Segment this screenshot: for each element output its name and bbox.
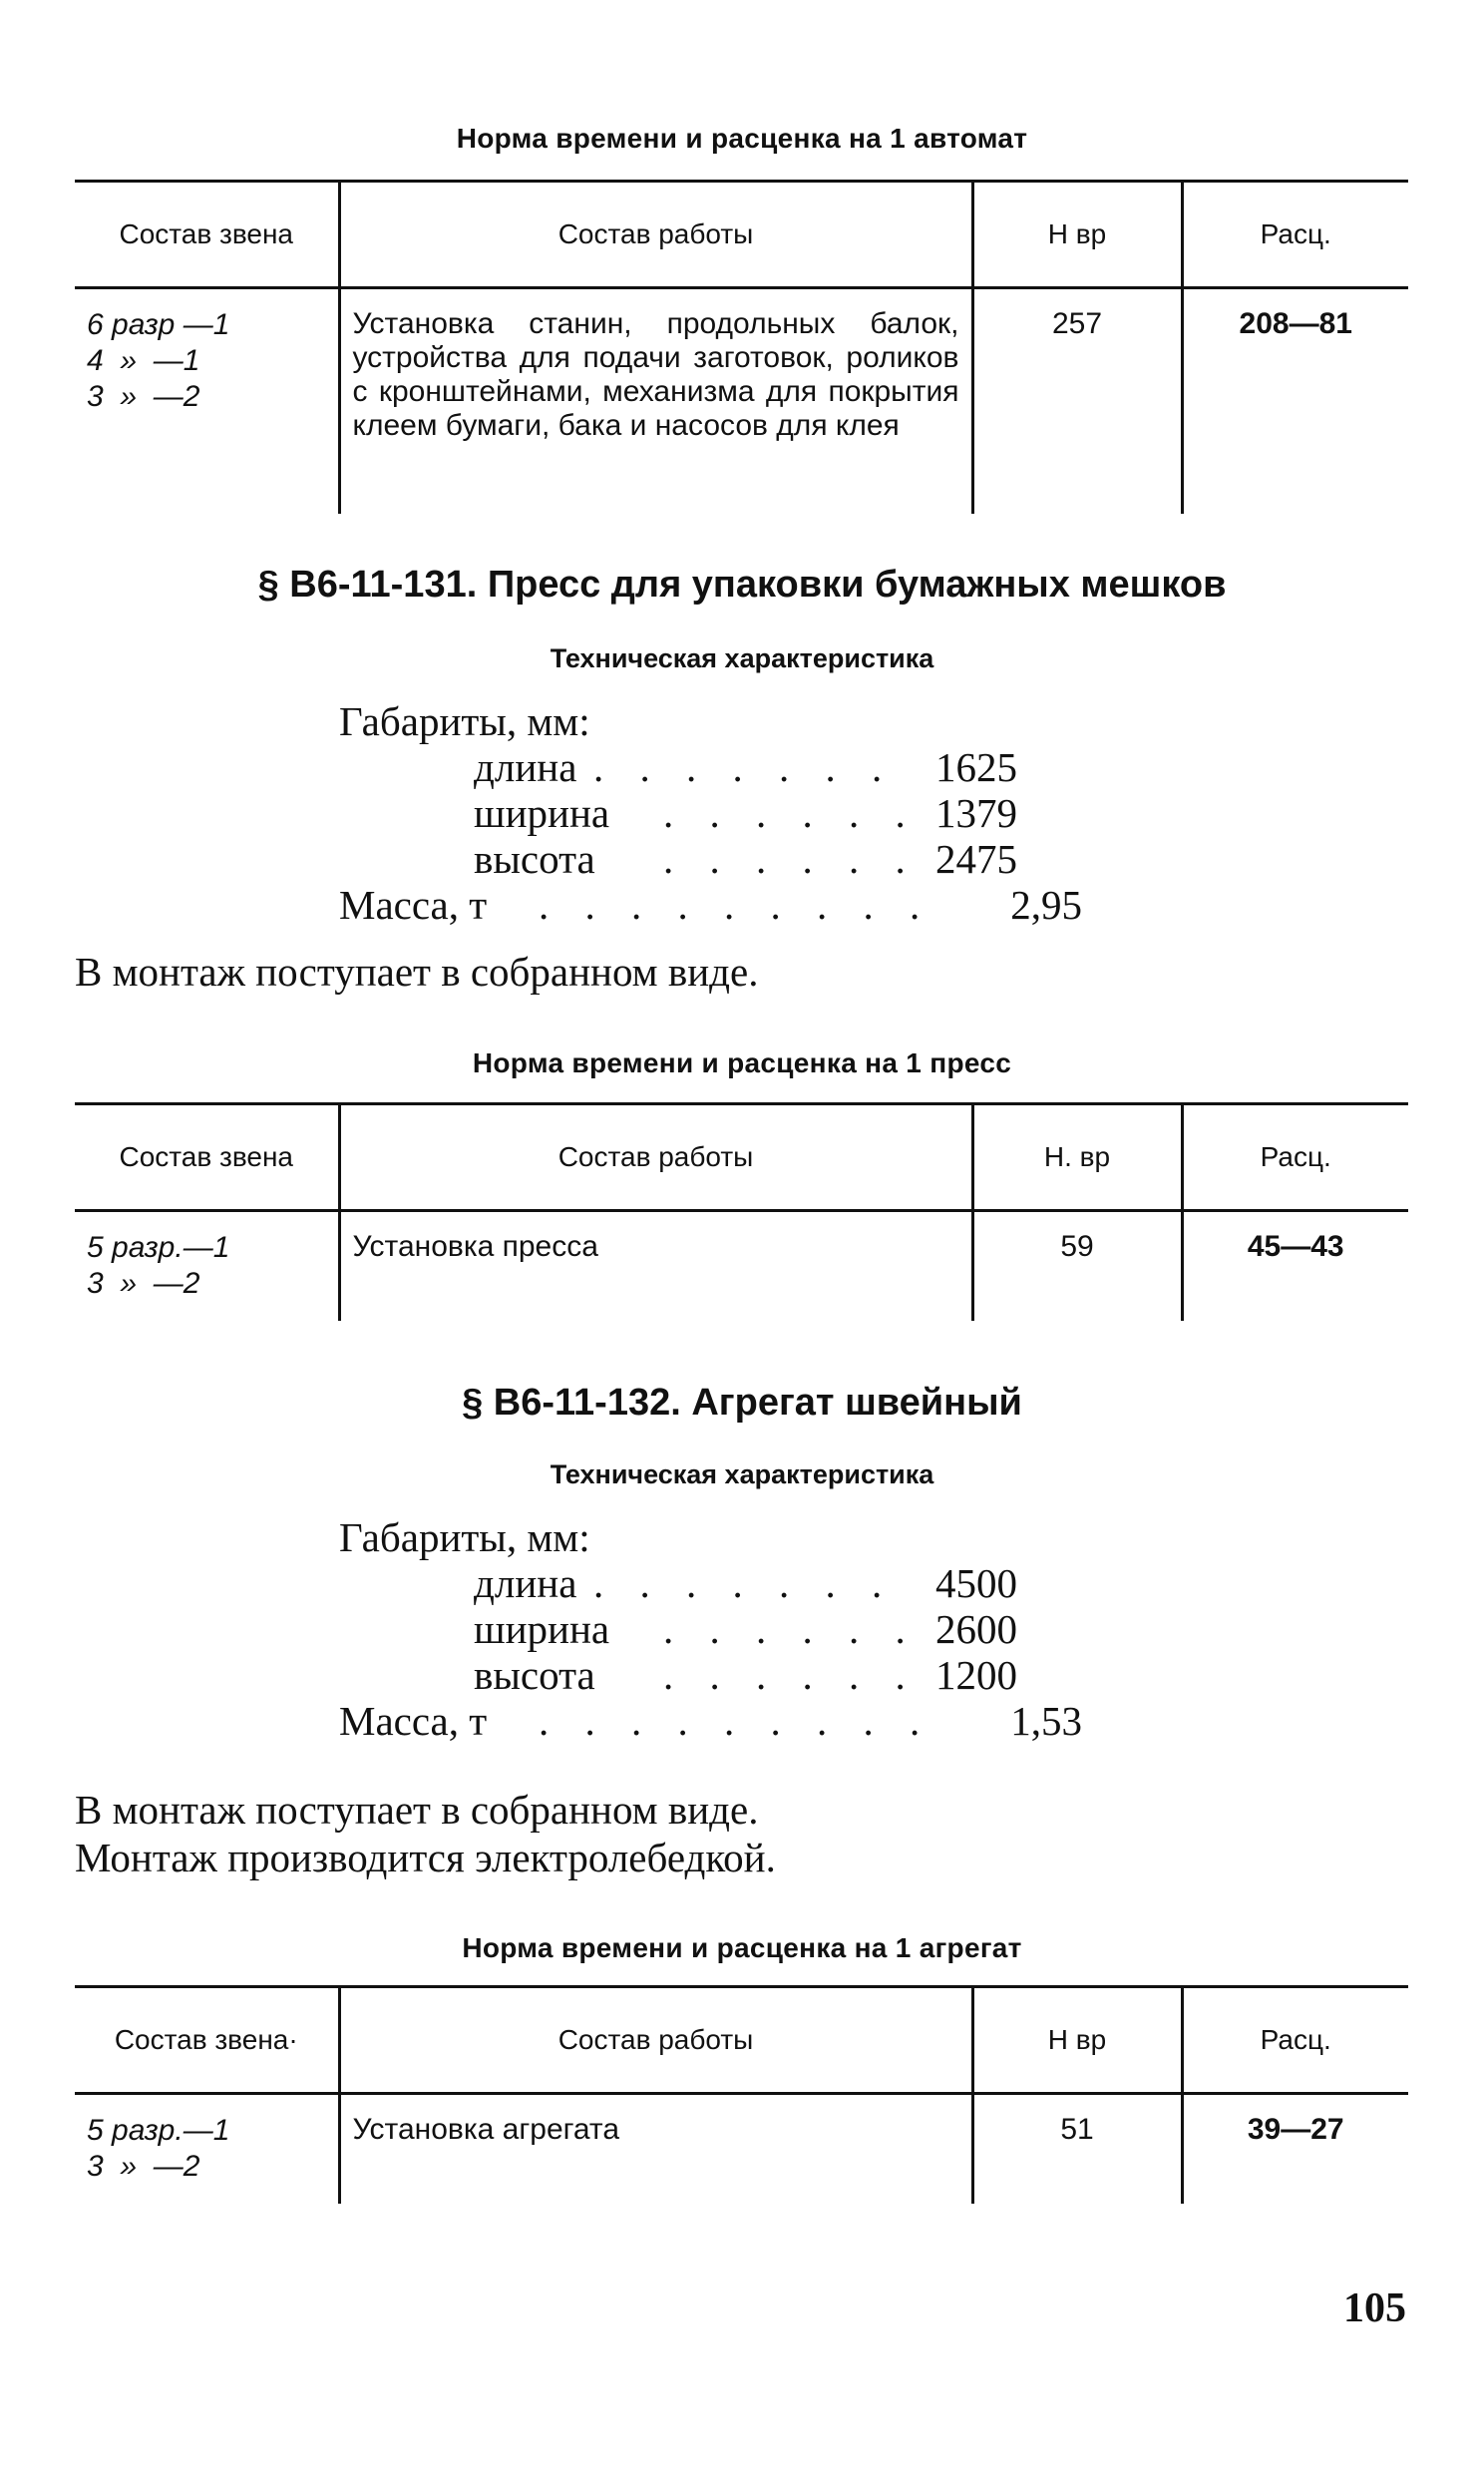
hvr-cell: 51 — [972, 2094, 1182, 2204]
header-rate: Расц. — [1182, 1104, 1408, 1211]
table1-caption: Норма времени и расценка на 1 автомат — [456, 123, 1028, 154]
spec-leader: . . . . . . — [663, 790, 919, 836]
table-header-row — [75, 1104, 1408, 1211]
section-132-subheading: Техническая характеристика — [550, 1459, 934, 1489]
header-rate: Расц. — [1182, 1987, 1408, 2094]
section-131-note: В монтаж поступает в собранном виде. — [75, 949, 759, 995]
table-row — [75, 1211, 1408, 1321]
work-cell: Установка станин, продольных балок, устройства для подачи заготовок, роликов с кронштейнами, механизма для покрытия клеем бумаги, бака и насосов для клея — [339, 288, 972, 514]
header-hvr: Н вр — [972, 1987, 1182, 2094]
crew-cell: 6 разр —1 4 » —1 3 » —2 — [87, 308, 230, 413]
spec-row-width — [474, 790, 1017, 836]
norm-table-aggregate — [75, 1985, 1408, 2204]
section-132-note-1: В монтаж поступает в собранном виде. — [75, 1787, 759, 1833]
table-header-row — [75, 1987, 1408, 2094]
spec-row-mass — [339, 882, 1082, 928]
section-131-title: § В6-11-131. Пресс для упаковки бумажных мешков — [257, 564, 1227, 606]
section-132-title: § В6-11-132. Агрегат швейный — [462, 1382, 1022, 1424]
header-work: Состав работы — [339, 1104, 972, 1211]
hvr-cell: 59 — [972, 1211, 1182, 1321]
spec-label: ширина — [474, 1606, 610, 1652]
spec-value: 2600 — [935, 1606, 1017, 1652]
spec-leader: . . . . . . . . . — [539, 882, 933, 928]
table-row — [75, 2094, 1408, 2204]
spec-leader: . . . . . . — [663, 836, 919, 882]
crew-cell: 5 разр.—1 3 » —2 — [87, 1231, 230, 1300]
spec-value: 1200 — [935, 1652, 1017, 1698]
spec-value: 4500 — [935, 1560, 1017, 1606]
hvr-cell: 257 — [972, 288, 1182, 514]
spec-label: Масса, т — [339, 1698, 488, 1744]
spec-leader: . . . . . . — [663, 1652, 919, 1698]
spec-label: высота — [474, 1652, 595, 1698]
spec-value: 1,53 — [1010, 1698, 1082, 1744]
spec-leader: . . . . . . . . . — [539, 1698, 933, 1744]
section-132-specs — [339, 1514, 1097, 1754]
work-cell: Установка агрегата — [339, 2094, 972, 2204]
rate-cell: 45—43 — [1182, 1211, 1408, 1321]
spec-value: 2475 — [935, 836, 1017, 882]
section-131-subheading: Техническая характеристика — [550, 643, 934, 673]
header-work: Состав работы — [339, 182, 972, 288]
spec-row-width — [474, 1606, 1017, 1652]
gabarity-label: Габариты, мм: — [339, 698, 590, 744]
norm-table-press — [75, 1102, 1408, 1321]
crew-cell: 5 разр.—1 3 » —2 — [87, 2114, 230, 2183]
spec-row-mass — [339, 1698, 1082, 1744]
header-hvr: Н. вр — [972, 1104, 1182, 1211]
section-131-specs — [339, 698, 1097, 938]
spec-leader: . . . . . . — [663, 1606, 919, 1652]
spec-leader: . . . . . . . — [593, 1560, 896, 1606]
norm-table-automat — [75, 180, 1408, 514]
spec-label: ширина — [474, 790, 610, 836]
spec-label: длина — [474, 1560, 577, 1606]
header-crew: Состав звена· — [75, 1987, 339, 2094]
spec-row-height — [474, 836, 1017, 882]
spec-row-length — [474, 744, 1017, 790]
spec-value: 2,95 — [1010, 882, 1082, 928]
header-crew: Состав звена — [75, 182, 339, 288]
spec-label: длина — [474, 744, 577, 790]
rate-cell: 39—27 — [1182, 2094, 1408, 2204]
spec-row-length — [474, 1560, 1017, 1606]
spec-leader: . . . . . . . — [593, 744, 896, 790]
header-hvr: Н вр — [972, 182, 1182, 288]
spec-row-height — [474, 1652, 1017, 1698]
spec-label: Масса, т — [339, 882, 488, 928]
spec-value: 1625 — [935, 744, 1017, 790]
table2-caption: Норма времени и расценка на 1 пресс — [472, 1047, 1012, 1078]
page-number: 105 — [1343, 2285, 1406, 2331]
table-row — [75, 288, 1408, 514]
spec-label: высота — [474, 836, 595, 882]
table-header-row — [75, 182, 1408, 288]
header-rate: Расц. — [1182, 182, 1408, 288]
gabarity-label: Габариты, мм: — [339, 1514, 590, 1560]
spec-value: 1379 — [935, 790, 1017, 836]
header-crew: Состав звена — [75, 1104, 339, 1211]
rate-cell: 208—81 — [1182, 288, 1408, 514]
header-work: Состав работы — [339, 1987, 972, 2094]
work-cell: Установка пресса — [339, 1211, 972, 1321]
section-132-note-2: Монтаж производится электролебедкой. — [75, 1835, 776, 1880]
table3-caption: Норма времени и расценка на 1 агрегат — [462, 1932, 1022, 1963]
